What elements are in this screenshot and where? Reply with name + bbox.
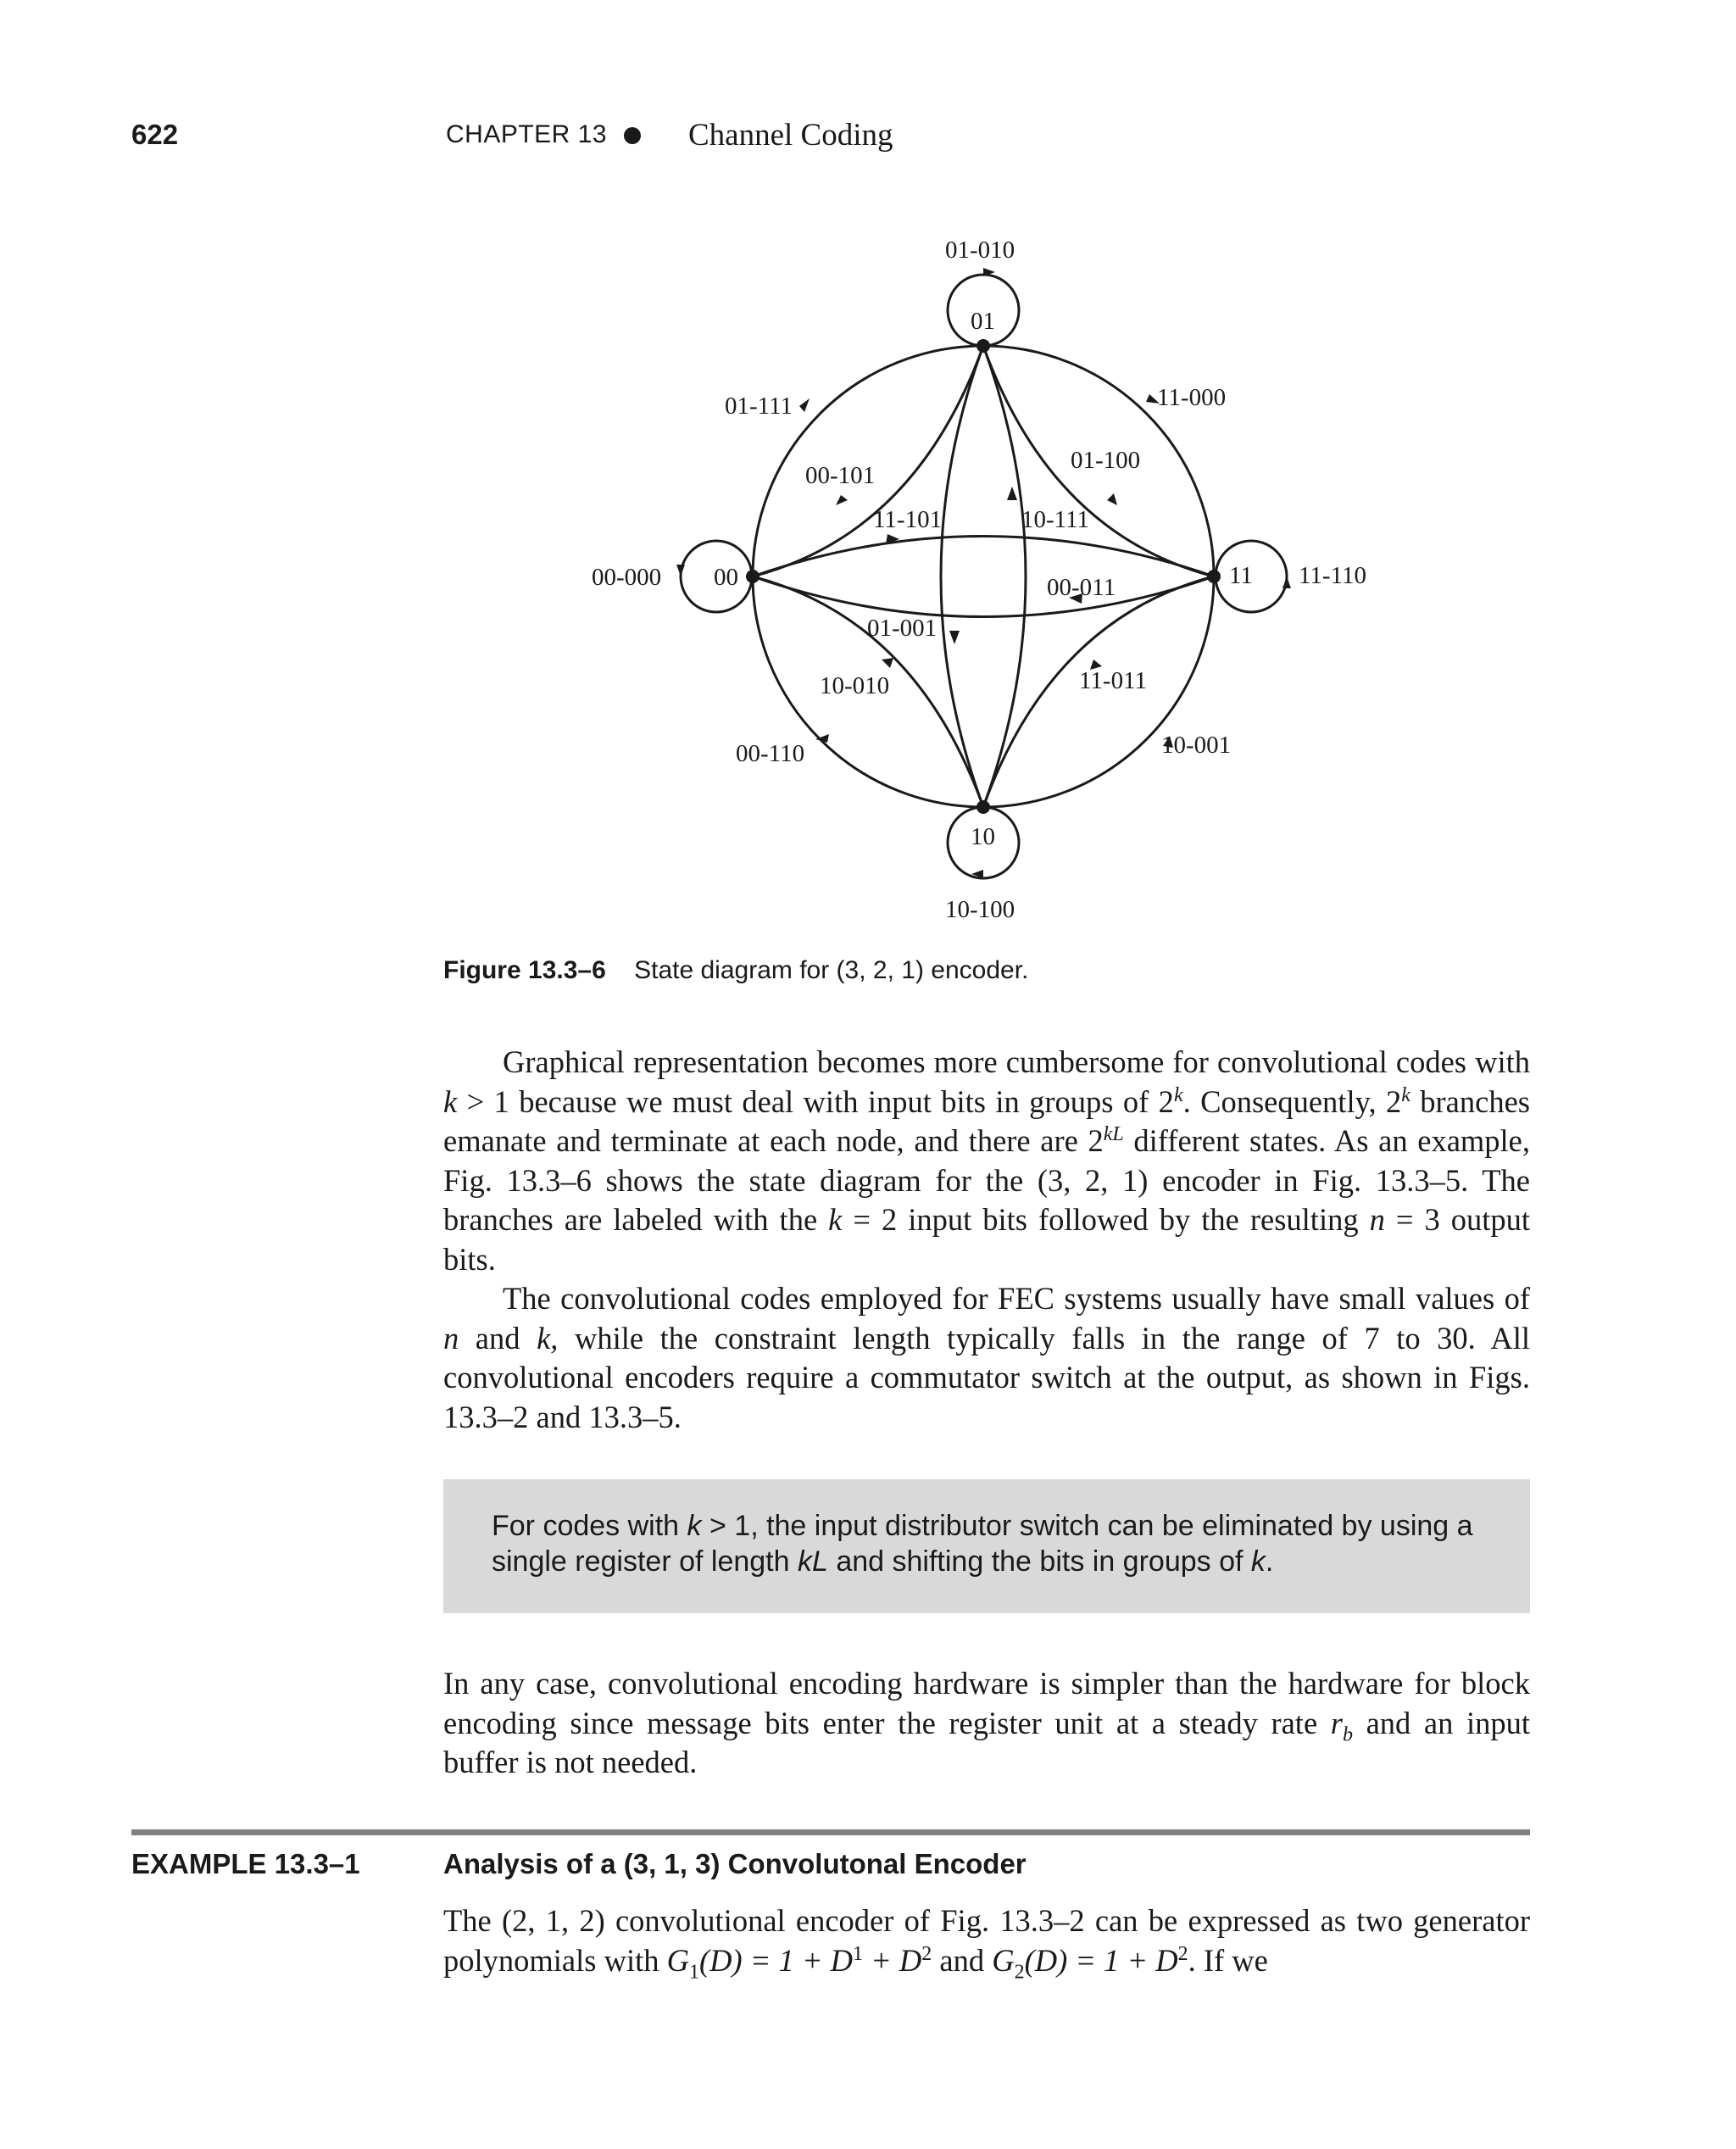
edge-01-10-left bbox=[941, 346, 983, 807]
example-paragraph: The (2, 1, 2) convolutional encoder of Fig. 13.3–2 can be expressed as two generator polynomials with $G_1(D) = 1 + D^1 + D^2$ and $G_2(D) = 1 + D^2$. If we bbox=[443, 1903, 1530, 1983]
callout-box bbox=[443, 1479, 1530, 1613]
body-paragraphs bbox=[443, 1043, 1530, 1437]
branch-label: 01-010 bbox=[945, 237, 1015, 264]
figure-caption bbox=[443, 956, 1028, 985]
state-diagram bbox=[559, 220, 1441, 933]
example-title: Analysis of a (3, 1, 3) Convolutonal Encoder bbox=[443, 1848, 1027, 1879]
branch-label: 11-011 bbox=[1079, 667, 1148, 694]
branch-label: 00-000 bbox=[592, 564, 662, 591]
branch-label: 10-100 bbox=[945, 896, 1015, 923]
edge-01-00 bbox=[753, 346, 983, 576]
edge-00-11-upper bbox=[753, 537, 1214, 577]
node-11 bbox=[1207, 570, 1221, 583]
node-label-00: 00 bbox=[714, 564, 738, 591]
node-00 bbox=[746, 570, 760, 583]
figure-caption-label: Figure 13.3–6 bbox=[443, 956, 606, 984]
callout-text: For codes with k > 1, the input distributor switch can be eliminated by using a single register of length kL and shifting the bits in groups of k. bbox=[492, 1510, 1473, 1578]
edge-01-10-right bbox=[983, 346, 1026, 807]
branch-label: 10-001 bbox=[1161, 732, 1232, 759]
paragraph-3-container bbox=[443, 1664, 1530, 1783]
branch-label: 11-101 bbox=[873, 506, 943, 533]
page-number: 622 bbox=[131, 119, 179, 150]
branch-label: 10-010 bbox=[820, 672, 890, 699]
branch-label: 10-111 bbox=[1021, 506, 1090, 533]
branch-label: 01-001 bbox=[867, 615, 938, 642]
branch-label: 00-101 bbox=[805, 462, 876, 489]
paragraph-3: In any case, convolutional encoding hardware is simpler than the hardware for block encoding since message bits enter the register unit at a steady rate $r_b$ and an input buffer is not needed. bbox=[443, 1666, 1530, 1779]
bullet-separator bbox=[624, 127, 641, 144]
node-label-11: 11 bbox=[1229, 562, 1253, 589]
edge-11-00-lower bbox=[753, 576, 1214, 617]
branch-label: 11-000 bbox=[1157, 384, 1227, 411]
node-01 bbox=[976, 339, 990, 353]
node-label-01: 01 bbox=[971, 308, 995, 335]
branch-label: 01-100 bbox=[1071, 447, 1141, 474]
branch-label: 00-110 bbox=[736, 740, 805, 767]
example-rule bbox=[131, 1829, 1530, 1835]
figure-caption-text: State diagram for (3, 2, 1) encoder. bbox=[634, 956, 1029, 984]
example-body bbox=[443, 1901, 1530, 1983]
branch-label: 11-110 bbox=[1299, 562, 1367, 589]
paragraph-2: The convolutional codes employed for FEC systems usually have small values of n and k, while the constraint length typically falls in the range of 7 to 30. All convolutional encoders require a commutator switch at the output, as shown in Figs. 13.3–2 and 13.3–5. bbox=[443, 1281, 1530, 1434]
branch-label: 00-011 bbox=[1047, 574, 1116, 601]
node-label-10: 10 bbox=[971, 823, 995, 850]
paragraph-1: Graphical representation becomes more cumbersome for convolutional codes with k > 1 because we must deal with input bits in groups of 2$^k$. Consequently, 2$^k$ branches emanate and terminate at each node, and there are $2^{kL}$ different states. As an example, Fig. 13.3–6 shows the state diagram for the (3, 2, 1) encoder in Fig. 13.3–5. The branches are labeled with the k = 2 input bits followed by the resulting n = 3 output bits. bbox=[443, 1044, 1530, 1277]
running-head-title: Channel Coding bbox=[688, 118, 893, 153]
node-10 bbox=[976, 800, 990, 814]
branch-label: 01-111 bbox=[725, 392, 793, 420]
example-label: EXAMPLE 13.3–1 bbox=[131, 1848, 360, 1879]
running-head-chapter: CHAPTER 13 bbox=[446, 120, 608, 148]
